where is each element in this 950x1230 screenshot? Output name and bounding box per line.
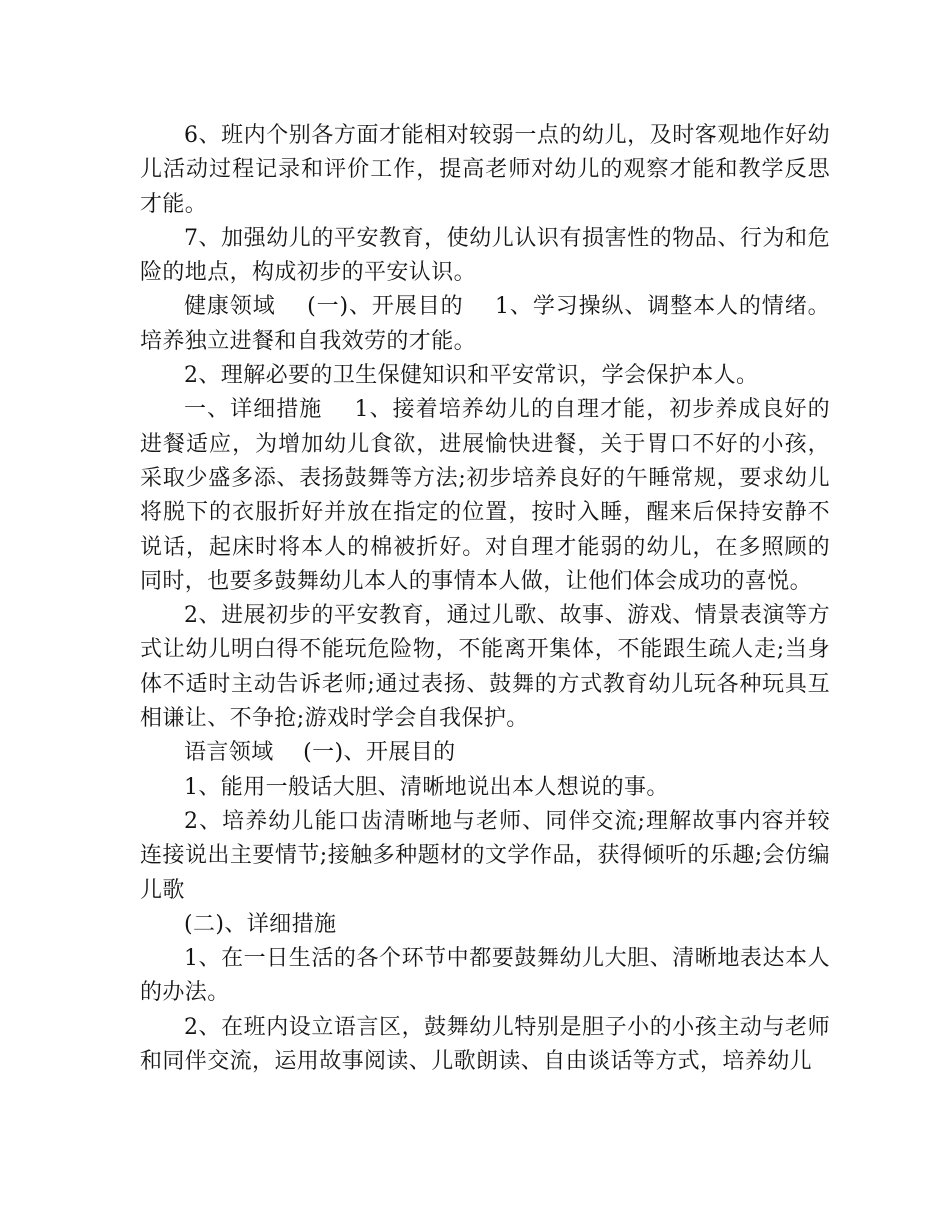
document-body [140,119,830,1079]
paragraph-language-goal-1: 1、能用一般话大胆、清晰地说出本人想说的事。 [184,774,669,800]
paragraph-health-goal-2: 2、理解必要的卫生保健知识和平安常识，学会保护本人。 [184,363,759,389]
paragraph-language-measures-heading: (二)、详细措施 [184,911,337,937]
paragraph-item-6: 6、班内个别各方面才能相对较弱一点的幼儿，及时客观地作好幼儿活动过程记录和评价工作，提高老师对幼儿的观察才能和教学反思才能。 [140,123,830,217]
paragraph-language-heading: 语言领域 (一)、开展目的 [184,740,456,766]
paragraph-item-7: 7、加强幼儿的平安教育，使幼儿认识有损害性的物品、行为和危险的地点，构成初步的平安认识。 [140,225,830,286]
paragraph-language-measures-1: 1、在一日生活的各个环节中都要鼓舞幼儿大胆、清晰地表达本人的办法。 [140,946,830,1006]
paragraph-health-measures-1: 一、详细措施 1、接着培养幼儿的自理才能，初步养成良好的进餐适应，为增加幼儿食欲，进展愉快进餐，关于胃口不好的小孩，采取少盛多添、表扬鼓舞等方法;初步培养良好的午睡常规，要求幼儿将脱下的衣服折好并放在指定的位置，按时入睡，醒来后保持安静不说话，起床时将本人的棉被折好。对自理才能弱的幼儿，在多照顾的同时，也要多鼓舞幼儿本人的事情本人做，让他们体会成功的喜悦。 [140,397,830,594]
paragraph-health-goals: 健康领域 (一)、开展目的 1、学习操纵、调整本人的情绪。培养独立进餐和自我效劳的才能。 [140,294,830,354]
paragraph-language-measures-2: 2、在班内设立语言区，鼓舞幼儿特别是胆子小的小孩主动与老师和同伴交流，运用故事阅读、儿歌朗读、自由谈话等方式，培养幼儿 [140,1014,830,1075]
paragraph-language-goal-2: 2、培养幼儿能口齿清晰地与老师、同伴交流;理解故事内容并较连接说出主要情节;接触多种题材的文学作品，获得倾听的乐趣;会仿编儿歌 [140,808,830,903]
paragraph-health-measures-2: 2、进展初步的平安教育，通过儿歌、故事、游戏、情景表演等方式让幼儿明白得不能玩危险物，不能离开集体，不能跟生疏人走;当身体不适时主动告诉老师;通过表扬、鼓舞的方式教育幼儿玩各种玩具互相谦让、不争抢;游戏时学会自我保护。 [140,603,830,732]
